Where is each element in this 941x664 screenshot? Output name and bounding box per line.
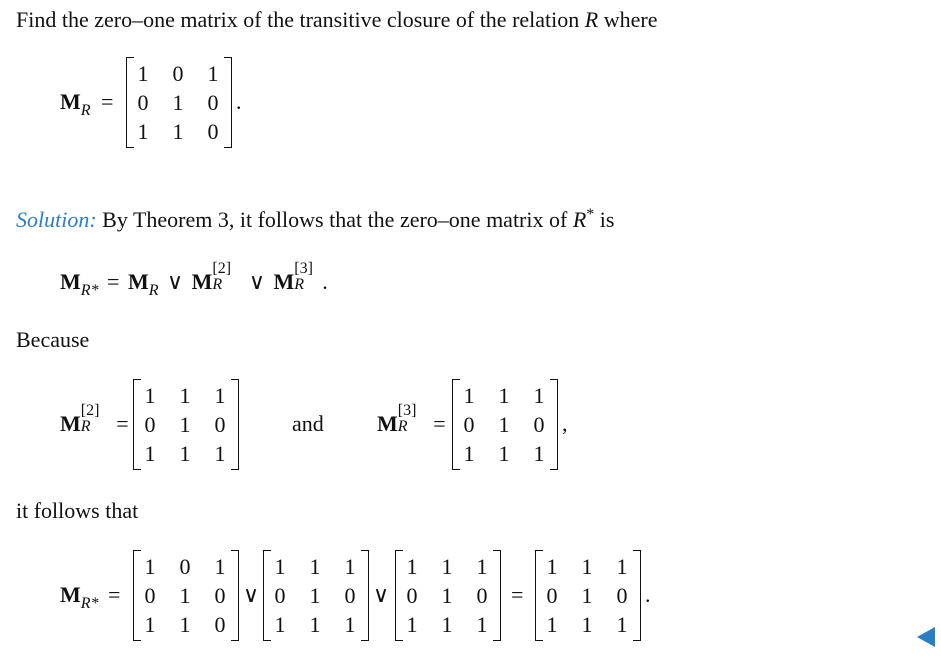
matrix-cell: 1 <box>441 612 453 637</box>
matrix-cell: 0 <box>207 90 219 115</box>
matrix-cell: 1 <box>498 441 510 466</box>
matrix-cell: 0 <box>533 412 545 437</box>
matrix-cell: 1 <box>581 554 593 579</box>
matrix-cell: 1 <box>616 612 628 637</box>
solution-line <box>16 206 615 232</box>
matrix-cell: 0 <box>476 583 488 608</box>
final-matrix-1 <box>133 550 239 642</box>
matrix-cell: 1 <box>406 554 418 579</box>
matrix-cell: 1 <box>179 412 191 437</box>
matrix-cell: 1 <box>616 554 628 579</box>
solution-text: By Theorem 3, it follows that the zero–one matrix of <box>96 207 573 232</box>
matrix-cell: 1 <box>207 61 219 86</box>
matrix-cell: 1 <box>441 554 453 579</box>
matrix-cell: 1 <box>214 383 226 408</box>
matrix-cell: 0 <box>137 90 149 115</box>
matrix-cell: 1 <box>463 441 475 466</box>
solution-star: * <box>586 206 595 223</box>
matrix-cell: 0 <box>463 412 475 437</box>
matrix-cell: 1 <box>546 554 558 579</box>
matrix-cell: 1 <box>179 383 191 408</box>
matrix-cell: 1 <box>137 119 149 144</box>
final-matrix-2 <box>263 550 369 642</box>
matrix-cell: 1 <box>406 612 418 637</box>
matrix-cell: 1 <box>274 554 286 579</box>
matrix-cell: 1 <box>144 612 156 637</box>
matrix-cell: 1 <box>533 383 545 408</box>
matrix-cell: 0 <box>214 412 226 437</box>
matrix-m-r3 <box>452 379 558 471</box>
matrix-cell: 0 <box>214 583 226 608</box>
because-text: Because <box>16 327 90 352</box>
matrix-cell: 0 <box>207 119 219 144</box>
matrix-cell: 1 <box>581 583 593 608</box>
matrix-cell: 1 <box>546 612 558 637</box>
matrix-cell: 1 <box>344 612 356 637</box>
matrix-cell: 0 <box>406 583 418 608</box>
final-matrix-4 <box>535 550 641 642</box>
matrix-cell: 0 <box>179 554 191 579</box>
matrix-cell: 1 <box>144 383 156 408</box>
matrix-cell: 1 <box>463 383 475 408</box>
matrix-cell: 1 <box>309 583 321 608</box>
matrix-cell: 1 <box>137 61 149 86</box>
relation-variable: R <box>584 7 599 32</box>
m-r2-label: M [2] R = <box>60 402 129 436</box>
matrix-cell: 1 <box>476 612 488 637</box>
matrix-cell: 1 <box>533 441 545 466</box>
matrix-cell: 1 <box>274 612 286 637</box>
problem-text-before: Find the zero–one matrix of the transitive closure of the relation <box>16 7 585 32</box>
or-symbol: ∨ <box>373 582 390 607</box>
matrix-cell: 1 <box>344 554 356 579</box>
it-follows-text: it follows that <box>16 498 139 523</box>
or-symbol: ∨ <box>243 582 260 607</box>
closure-formula: $M_{R*} = M_R$ ∨ M [2] R ∨ M [3] R . <box>60 260 328 299</box>
matrix-cell: 0 <box>546 583 558 608</box>
matrix-cell: 1 <box>214 441 226 466</box>
matrix-cell: 0 <box>616 583 628 608</box>
m-r-end: . <box>236 89 242 114</box>
matrix-cell: 1 <box>179 583 191 608</box>
matrix-cell: 1 <box>144 554 156 579</box>
solution-label: Solution: <box>16 207 97 232</box>
matrix-cell: 1 <box>476 554 488 579</box>
matrix-cell: 0 <box>214 612 226 637</box>
matrix-cell: 1 <box>172 119 184 144</box>
problem-statement <box>16 9 657 31</box>
matrix-cell: 1 <box>498 383 510 408</box>
matrix-cell: 0 <box>344 583 356 608</box>
solution-text-end: is <box>594 207 615 232</box>
matrix-cell: 1 <box>441 583 453 608</box>
final-label: $M_{R*}$ = <box>60 582 121 612</box>
matrix-m-r <box>126 57 232 149</box>
matrix-cell: 0 <box>144 583 156 608</box>
matrix-cell: 1 <box>581 612 593 637</box>
matrix-m-r2 <box>133 379 239 471</box>
matrix-cell: 0 <box>144 412 156 437</box>
problem-text-after: where <box>598 7 658 32</box>
matrix-cell: 1 <box>144 441 156 466</box>
matrix-cell: 1 <box>309 554 321 579</box>
matrix-cell: 1 <box>214 554 226 579</box>
triangle-left-icon[interactable] <box>917 627 935 647</box>
m-r3-label: M [3] R = <box>377 402 446 436</box>
and-text: and <box>292 411 324 436</box>
matrix-cell: 1 <box>498 412 510 437</box>
final-end: . <box>645 582 651 607</box>
equals-symbol: = <box>511 582 524 607</box>
matrix-cell: 0 <box>172 61 184 86</box>
m-r3-end: , <box>562 411 568 436</box>
final-matrix-3 <box>395 550 501 642</box>
matrix-cell: 1 <box>172 90 184 115</box>
m-r-label: $M_R$ = <box>60 89 114 119</box>
matrix-cell: 1 <box>309 612 321 637</box>
matrix-cell: 0 <box>274 583 286 608</box>
matrix-cell: 1 <box>179 441 191 466</box>
solution-variable: R <box>572 207 587 232</box>
matrix-cell: 1 <box>179 612 191 637</box>
